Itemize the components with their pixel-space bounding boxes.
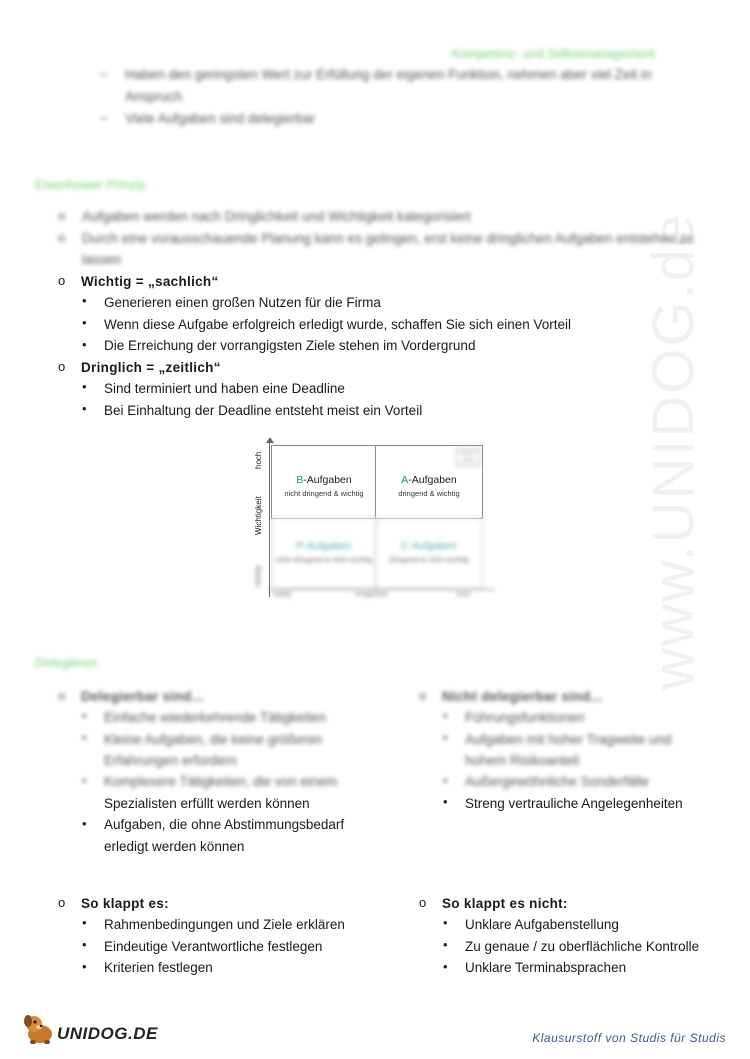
quadrant-b-title: -Aufgaben — [303, 474, 352, 486]
list-item: Wenn diese Aufgabe erfolgreich erledigt wurde, schaffen Sie sich einen Vorteil — [104, 317, 572, 332]
list-item: Aufgaben werden nach Dringlichkeit und Wichtigkeit kategorisiert — [82, 209, 471, 224]
quadrant-b — [271, 445, 377, 519]
list-item: Zu genaue / zu oberflächliche Kontrolle — [465, 939, 700, 954]
eisenhower-matrix — [251, 437, 499, 607]
list-item: Durch eine vorausschauende Planung kann es gelingen, erst keine dringlichen Aufgaben entstehen zu — [82, 231, 694, 246]
list-item: hohem Risikoanteil — [465, 753, 580, 768]
list-item: Bei Einhaltung der Deadline entsteht meist ein Vorteil — [104, 403, 423, 418]
wichtig-label: Wichtig = „sachlich“ — [81, 274, 219, 289]
list-item: Streng vertrauliche Angelegenheiten — [465, 796, 683, 811]
quadrant-a — [375, 445, 483, 519]
list-item: Haben den geringsten Wert zur Erfüllung der eigenen Funktion, nehmen aber viel Zeit in — [125, 67, 652, 82]
circle-bullet: o — [58, 359, 66, 374]
eisenhower-heading: Eisenhower Prinzip — [35, 177, 147, 192]
delegierbar-label: Delegierbar sind... — [81, 689, 204, 704]
x-low-label: niedrig — [273, 592, 292, 598]
list-item: erledigt werden können — [104, 839, 245, 854]
x-axis-line — [269, 589, 495, 590]
list-item: Komplexere Tätigkeiten, die von einem — [104, 774, 338, 789]
list-item: Erfahrungen erfordern — [104, 753, 237, 768]
delegieren-heading: Delegieren — [35, 655, 98, 670]
quadrant-b-subtitle: nicht dringend & wichtig — [284, 489, 364, 498]
quadrant-p-title: P-Aufgaben — [296, 540, 352, 552]
dash-bullet: – — [100, 66, 108, 81]
circle-bullet: o — [58, 273, 66, 288]
list-item: Kriterien festlegen — [104, 960, 213, 975]
footer-tagline: Klausurstoff von Studis für Studis — [532, 1031, 726, 1045]
list-item: Aufgaben, die ohne Abstimmungsbedarf — [104, 817, 345, 832]
klappt-nicht-label: So klappt es nicht: — [442, 896, 568, 911]
quadrant-c-title: C-Aufgaben — [400, 540, 458, 552]
y-axis-line — [269, 439, 270, 597]
list-item: lassen — [82, 252, 122, 267]
quadrant-a-subtitle: dringend & wichtig — [398, 489, 460, 498]
quadrant-c — [375, 517, 483, 589]
list-item: Die Erreichung der vorrangigsten Ziele stehen im Vordergrund — [104, 338, 476, 353]
quadrant-p — [271, 517, 377, 589]
dash-bullet: – — [100, 110, 108, 125]
quadrant-a-title: -Aufgaben — [408, 474, 457, 486]
klappt-label: So klappt es: — [81, 896, 169, 911]
dog-logo-icon — [22, 1012, 58, 1046]
list-item: Unklare Terminabsprachen — [465, 960, 627, 975]
nicht-delegierbar-label: Nicht delegierbar sind... — [442, 689, 603, 704]
y-low-label: niedrig — [255, 565, 262, 587]
list-item: Anspruch — [125, 89, 183, 104]
list-item: Viele Aufgaben sind delegierbar — [125, 111, 316, 126]
y-axis-label: Wichtigkeit — [254, 496, 263, 535]
quadrant-b-letter: B — [296, 474, 304, 486]
list-item: Einfache wiederkehrende Tätigkeiten — [104, 710, 326, 725]
list-item: Führungsfunktionen — [465, 710, 585, 725]
list-item: Rahmenbedingungen und Ziele erklären — [104, 917, 345, 932]
logo-text: UNIDOG.DE — [57, 1024, 158, 1043]
list-item: Aufgaben mit hoher Tragweite und — [465, 732, 672, 747]
quadrant-a-letter: A — [401, 474, 409, 486]
dringlich-label: Dringlich = „zeitlich“ — [81, 360, 221, 375]
list-item: Außergewöhnliche Sonderfälle — [465, 774, 649, 789]
list-item: Unklare Aufgabenstellung — [465, 917, 619, 932]
list-item: Generieren einen großen Nutzen für die Firma — [104, 295, 381, 310]
x-high-label: hoch — [457, 592, 471, 598]
quadrant-p-subtitle: nicht dringend & nicht wichtig — [275, 555, 373, 564]
list-item: Kleine Aufgaben, die keine größeren — [104, 732, 323, 747]
section-label: Kompetenz- und Selbstmanagement — [452, 47, 655, 61]
y-axis-arrow-icon — [266, 437, 274, 443]
list-item: Eindeutige Verantwortliche festlegen — [104, 939, 323, 954]
list-item: Spezialisten erfüllt werden können — [104, 796, 310, 811]
x-axis-label: Dringlichkeit — [355, 592, 388, 598]
quadrant-c-subtitle: dringend & nicht wichtig — [389, 555, 469, 564]
y-high-label: hoch — [254, 451, 263, 469]
list-item: Sind terminiert und haben eine Deadline — [104, 381, 345, 396]
watermark-text: www.UNIDOG.de — [641, 212, 706, 690]
stamp-icon: dringend wichtig — [456, 448, 480, 466]
